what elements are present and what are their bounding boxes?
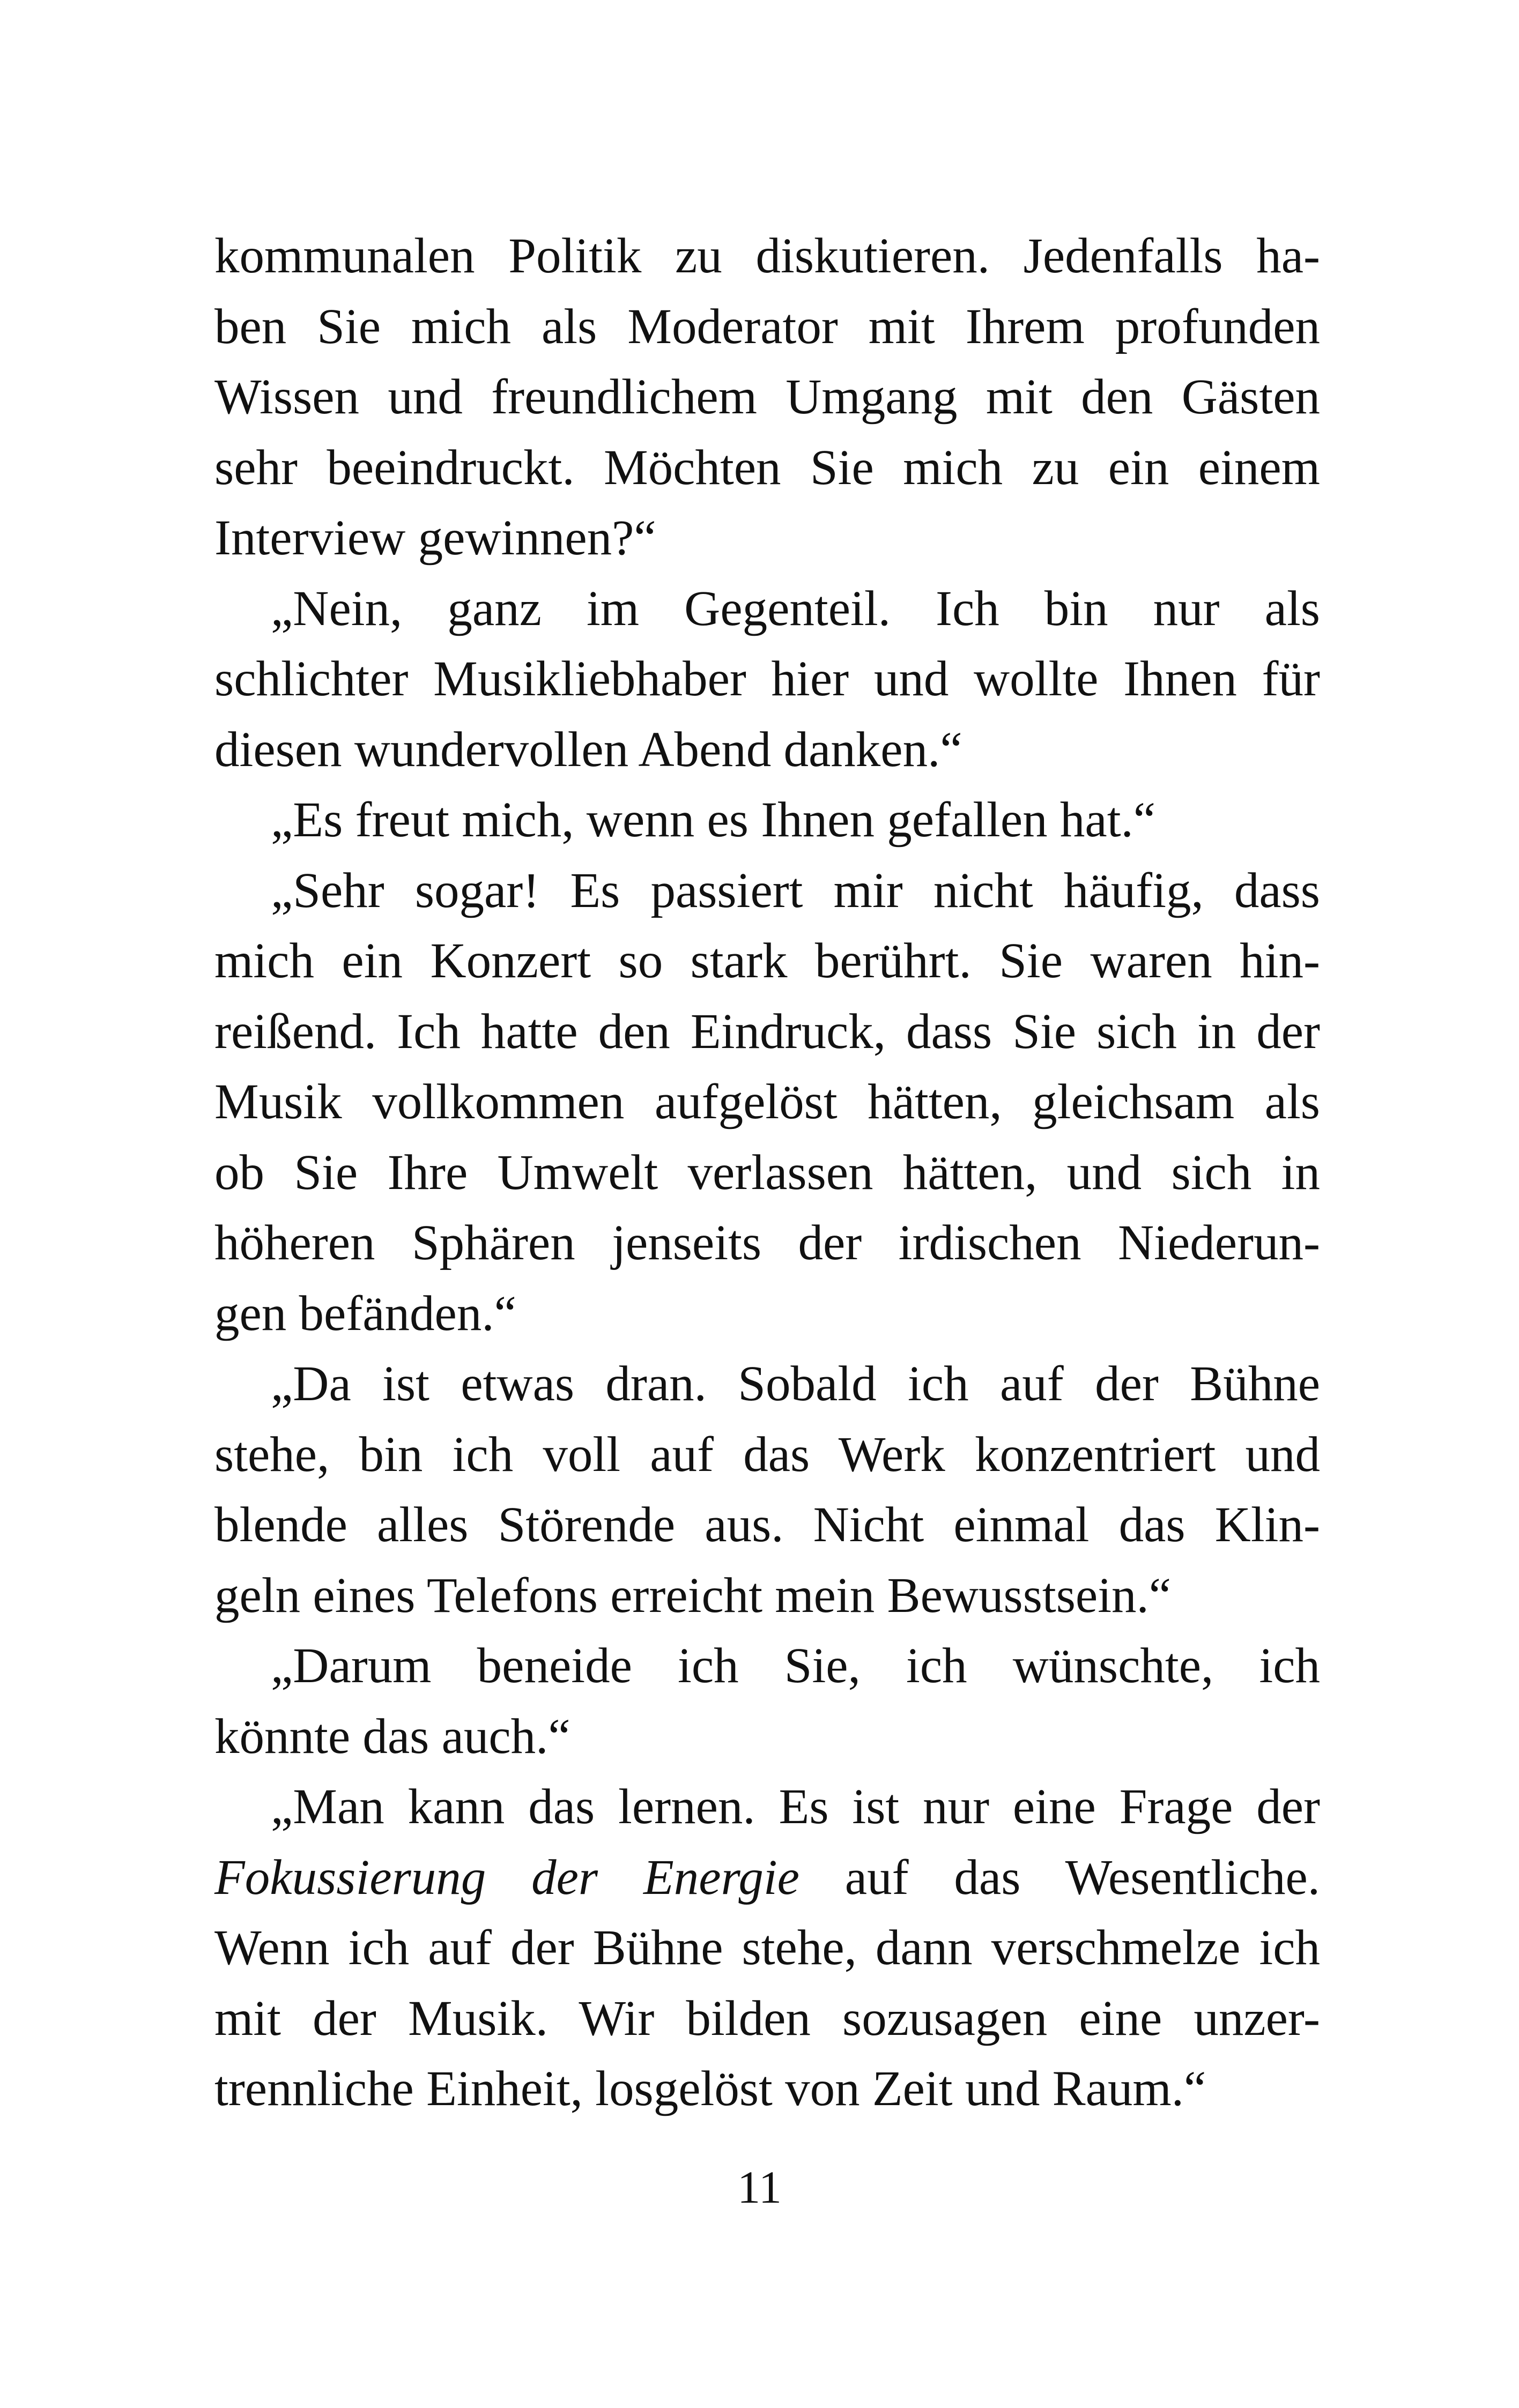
text-line: „Darum beneide ich Sie, ich wünschte, ich (271, 1638, 1320, 1693)
text-line: kommunalen Politik zu diskutieren. Jedenfalls ha- (214, 228, 1320, 284)
text-line: trennliche Einheit, losgelöst von Zeit und Raum.“ (214, 2061, 1206, 2116)
text-line: Wissen und freundlichem Umgang mit den Gästen (214, 369, 1320, 425)
paragraph (214, 1631, 1320, 1772)
text-line: „Es freut mich, wenn es Ihnen gefallen hat.“ (271, 792, 1156, 848)
text-line: mich ein Konzert so stark berührt. Sie waren hin- (214, 933, 1320, 989)
text-line: reißend. Ich hatte den Eindruck, dass Sie sich in der (214, 1004, 1320, 1059)
paragraph (214, 1772, 1320, 2124)
text-line: blende alles Störende aus. Nicht einmal das Klin- (214, 1497, 1320, 1552)
text-line: „Nein, ganz im Gegenteil. Ich bin nur als (271, 581, 1320, 636)
paragraph (214, 574, 1320, 785)
text-line: Musik vollkommen aufgelöst hätten, gleichsam als (214, 1074, 1320, 1129)
text-line: schlichter Musikliebhaber hier und wollte Ihnen für (214, 651, 1320, 707)
text-line: könnte das auch.“ (214, 1708, 570, 1764)
text-line: ob Sie Ihre Umwelt verlassen hätten, und sich in (214, 1144, 1320, 1200)
text-line: geln eines Telefons erreicht mein Bewusstsein.“ (214, 1567, 1172, 1623)
body-text (214, 221, 1320, 2124)
text-line: gen befänden.“ (214, 1285, 516, 1341)
text-line: diesen wundervollen Abend danken.“ (214, 722, 962, 777)
text-line: „Da ist etwas dran. Sobald ich auf der Bühne (271, 1356, 1320, 1411)
text-line: Wenn ich auf der Bühne stehe, dann verschmelze ich (214, 1920, 1320, 1975)
paragraph (214, 1349, 1320, 1631)
text-line: „Sehr sogar! Es passiert mir nicht häufig, dass (271, 863, 1320, 918)
text-span: auf das Wesentliche. (799, 1849, 1320, 1905)
text-line: Interview gewinnen?“ (214, 510, 656, 566)
text-line: „Man kann das lernen. Es ist nur eine Frage der (271, 1779, 1320, 1834)
emphasis-text: Fokussierung der Energie (214, 1849, 799, 1905)
text-line: ben Sie mich als Moderator mit Ihrem profunden (214, 299, 1320, 354)
text-line: mit der Musik. Wir bilden sozusagen eine unzer- (214, 1990, 1320, 2046)
text-line: höheren Sphären jenseits der irdischen Niederun- (214, 1215, 1320, 1270)
page-number: 11 (737, 2161, 782, 2213)
text-line: sehr beeindruckt. Möchten Sie mich zu ein einem (214, 440, 1320, 495)
text-line: stehe, bin ich voll auf das Werk konzentriert und (214, 1426, 1320, 1482)
text-line-with-emphasis (214, 1842, 1320, 1913)
paragraph (214, 785, 1320, 856)
paragraph (214, 856, 1320, 1349)
paragraph (214, 221, 1320, 574)
